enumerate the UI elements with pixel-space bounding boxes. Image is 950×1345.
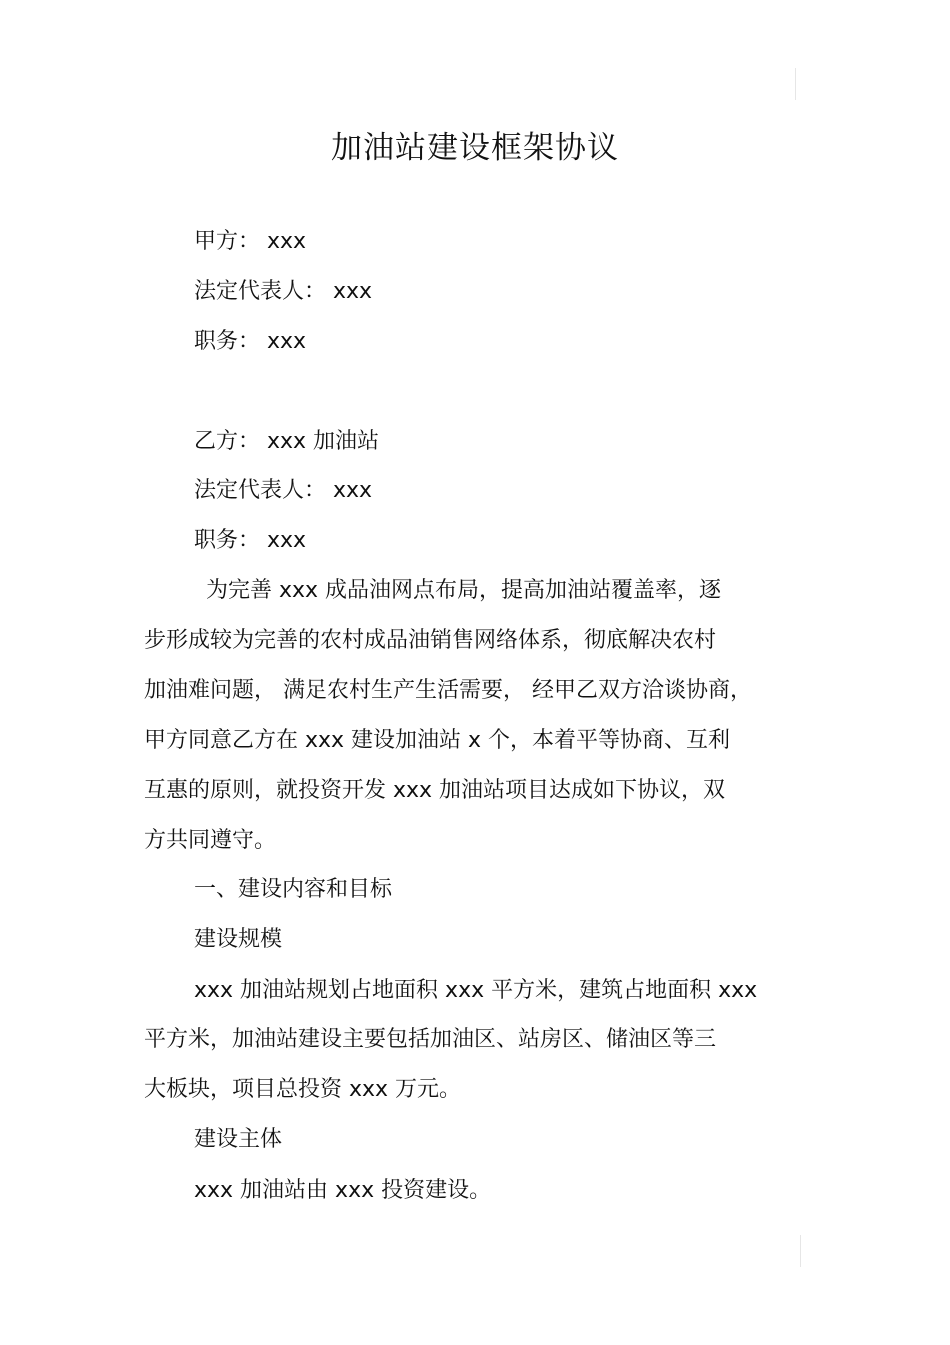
- entity-paragraph: xxx 加油站由 xxx 投资建设。: [194, 1178, 492, 1203]
- party-a-representative: 法定代表人： xxx: [194, 279, 373, 304]
- preamble-line: 方共同遵守。: [144, 828, 277, 853]
- party-a-name: 甲方： xxx: [194, 229, 307, 254]
- party-b-position: 职务： xxx: [194, 528, 307, 553]
- preamble-line: 加油难问题， 满足农村生产生活需要， 经甲乙双方洽谈协商，: [144, 678, 752, 703]
- page-edge-mark-top: [795, 68, 796, 100]
- scale-paragraph-line: 大板块，项目总投资 xxx 万元。: [144, 1077, 462, 1102]
- section-heading: 一、建设内容和目标: [194, 877, 393, 902]
- party-b-name: 乙方： xxx 加油站: [194, 429, 380, 454]
- scale-paragraph-line: xxx 加油站规划占地面积 xxx 平方米，建筑占地面积 xxx: [194, 978, 758, 1003]
- party-b-representative: 法定代表人： xxx: [194, 478, 373, 503]
- party-a-position: 职务： xxx: [194, 329, 307, 354]
- preamble-line: 互惠的原则，就投资开发 xxx 加油站项目达成如下协议，双: [144, 778, 726, 803]
- preamble-line: 甲方同意乙方在 xxx 建设加油站 x 个，本着平等协商、互利: [144, 728, 731, 753]
- document-title: 加油站建设框架协议: [331, 130, 619, 166]
- scale-paragraph-line: 平方米，加油站建设主要包括加油区、站房区、储油区等三: [144, 1027, 717, 1052]
- preamble-line: 步形成较为完善的农村成品油销售网络体系，彻底解决农村: [144, 628, 717, 653]
- subsection-heading-scale: 建设规模: [194, 927, 283, 952]
- preamble-line: 为完善 xxx 成品油网点布局，提高加油站覆盖率，逐: [206, 578, 722, 603]
- subsection-heading-entity: 建设主体: [194, 1127, 283, 1152]
- page-edge-mark-bottom: [800, 1235, 801, 1267]
